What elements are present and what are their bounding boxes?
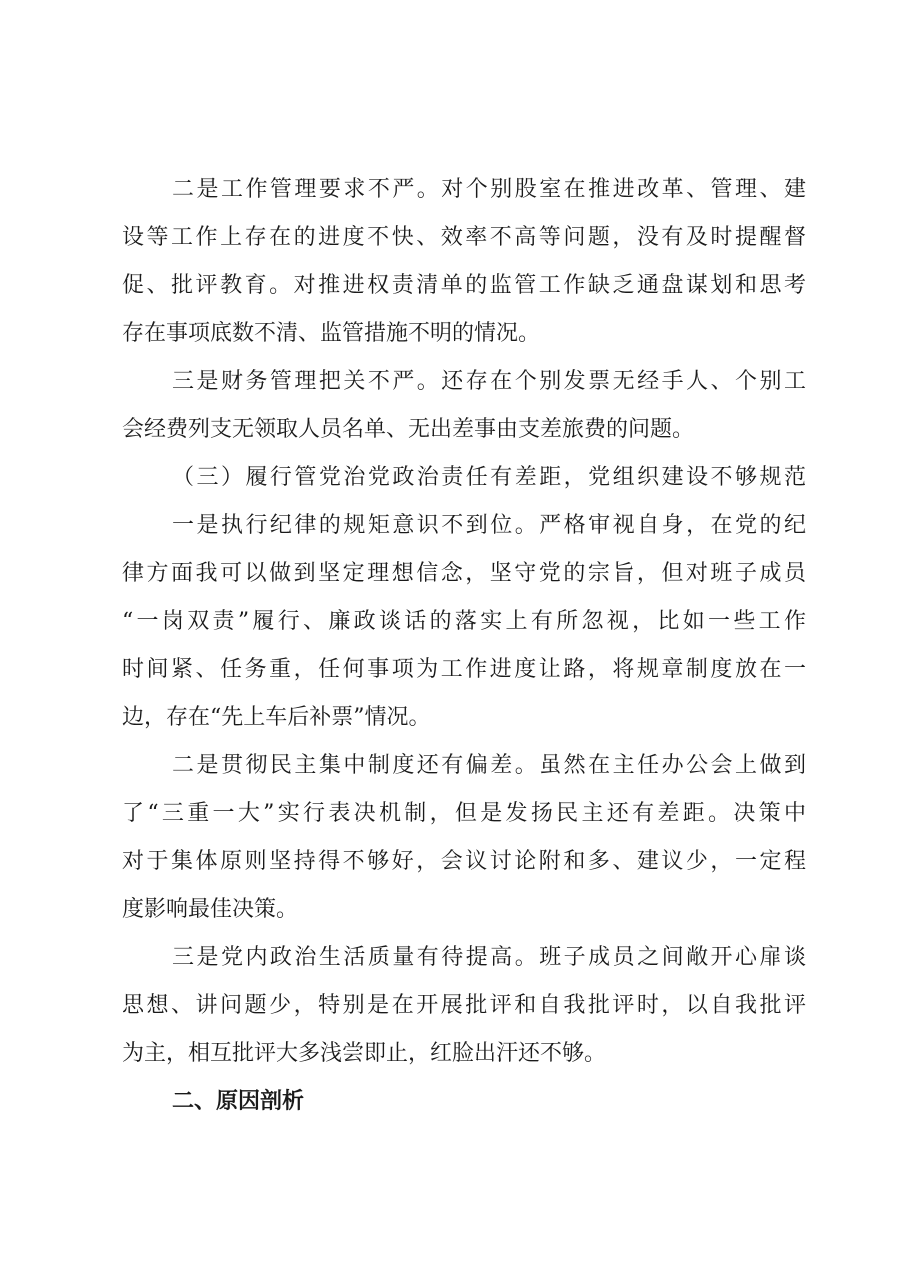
- section-heading: 二、原因剖析: [172, 1089, 305, 1114]
- paragraph-1-line-1: 二是工作管理要求不严。对个别股室在推进改革、管理、建: [172, 177, 806, 202]
- paragraph-5-line-3: 为主，相互批评大多浅尝即止，红脸出汗还不够。: [122, 1041, 607, 1066]
- paragraph-4-line-1: 二是贯彻民主集中制度还有偏差。虽然在主任办公会上做到: [172, 753, 806, 778]
- paragraph-3-line-5: 边，存在“先上车后补票”情况。: [122, 705, 431, 730]
- paragraph-3-line-3: “一岗双责”履行、廉政谈话的落实上有所忽视，比如一些工作: [122, 609, 806, 634]
- paragraph-1-line-3: 促、批评教育。对推进权责清单的监管工作缺乏通盘谋划和思考: [122, 273, 806, 298]
- paragraph-3-line-2: 律方面我可以做到坚定理想信念，坚守党的宗旨，但对班子成员: [122, 561, 806, 586]
- paragraph-4-line-3: 对于集体原则坚持得不够好，会议讨论附和多、建议少，一定程: [122, 849, 806, 874]
- paragraph-5-line-1: 三是党内政治生活质量有待提高。班子成员之间敞开心扉谈: [172, 945, 806, 970]
- paragraph-1-line-2: 设等工作上存在的进度不快、效率不高等问题，没有及时提醒督: [122, 225, 806, 250]
- paragraph-3-line-4: 时间紧、任务重，任何事项为工作进度让路，将规章制度放在一: [122, 657, 806, 682]
- paragraph-2-line-1: 三是财务管理把关不严。还存在个别发票无经手人、个别工: [172, 369, 806, 394]
- paragraph-3-line-1: 一是执行纪律的规矩意识不到位。严格审视自身，在党的纪: [172, 513, 806, 538]
- paragraph-1-line-4: 存在事项底数不清、监管措施不明的情况。: [122, 321, 541, 346]
- subsection-heading: （三）履行管党治党政治责任有差距，党组织建设不够规范: [172, 465, 806, 490]
- paragraph-4-line-4: 度影响最佳决策。: [122, 897, 299, 922]
- paragraph-4-line-2: 了“三重一大”实行表决机制，但是发扬民主还有差距。决策中: [122, 801, 806, 826]
- paragraph-5-line-2: 思想、讲问题少，特别是在开展批评和自我批评时，以自我批评: [122, 993, 806, 1018]
- paragraph-2-line-2: 会经费列支无领取人员名单、无出差事由支差旅费的问题。: [122, 417, 695, 442]
